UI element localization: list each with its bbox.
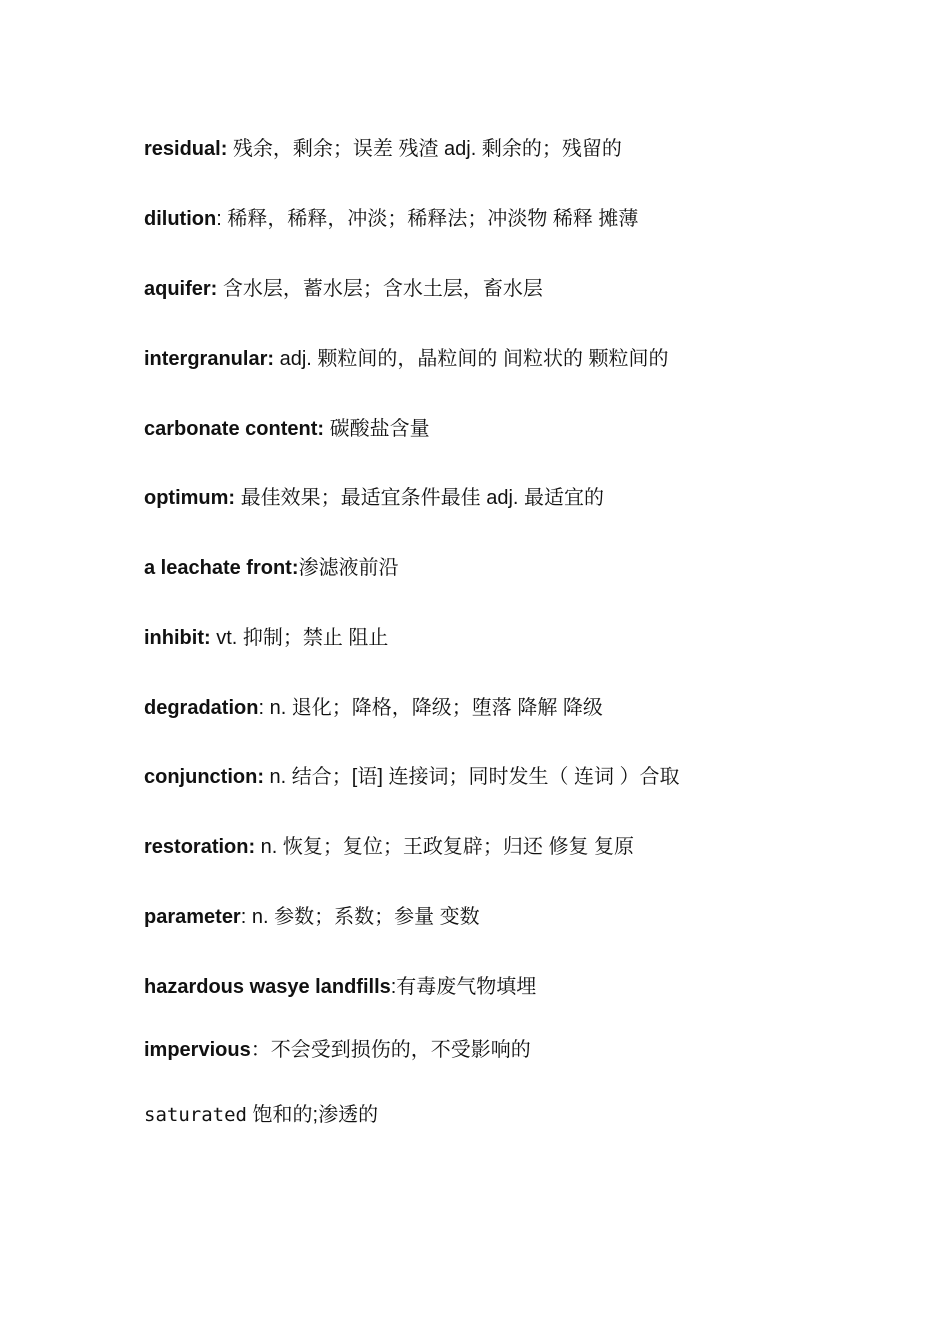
vocab-entry-optimum [144, 486, 604, 510]
vocab-entry-saturated [144, 1103, 378, 1127]
vocab-entry-dilution [144, 207, 638, 231]
vocab-entry-aquifer [144, 277, 543, 301]
term: hazardous wasye landfills [144, 976, 391, 998]
term: residual: [144, 138, 228, 160]
definition: 含水层，蓄水层；含水土层，畜水层 [217, 278, 543, 300]
term: inhibit: [144, 627, 211, 649]
vocab-entry-leachate-front [144, 556, 398, 580]
definition: 最佳效果；最适宜条件最佳 adj. 最适宜的 [235, 487, 605, 509]
vocab-entry-restoration [144, 835, 634, 859]
definition: n. 结合；[语] 连接词；同时发生（ 连词 ）合取 [263, 766, 680, 788]
term: intergranular: [144, 348, 275, 370]
term: parameter [144, 906, 241, 928]
definition: : 稀释，稀释，冲淡；稀释法；冲淡物 稀释 摊薄 [216, 208, 639, 230]
term: impervious [144, 1039, 251, 1061]
definition: : n. 退化；降格，降级；堕落 降解 降级 [258, 697, 603, 719]
definition: 残余，剩余；误差 残渣 adj. 剩余的；残留的 [227, 138, 622, 160]
term: optimum: [144, 487, 236, 509]
definition: vt. 抑制；禁止 阻止 [210, 627, 389, 649]
definition: ：不会受到损伤的，不受影响的 [250, 1039, 531, 1061]
definition: 饱和的;渗透的 [246, 1104, 379, 1126]
term: a leachate front: [144, 557, 299, 579]
term: carbonate content: [144, 418, 325, 440]
vocab-entry-parameter [144, 905, 480, 929]
vocab-entry-conjunction [144, 765, 680, 789]
vocab-entry-carbonate-content [144, 417, 430, 441]
vocab-entry-intergranular [144, 347, 669, 371]
vocab-entry-hazardous-landfills [144, 975, 536, 999]
vocab-entry-impervious [144, 1038, 531, 1062]
term: dilution [144, 208, 217, 230]
term: restoration: [144, 836, 256, 858]
term: aquifer: [144, 278, 218, 300]
definition: :有毒废气物填埋 [390, 976, 537, 998]
definition: 渗滤液前沿 [298, 557, 399, 579]
vocab-entry-inhibit [144, 626, 388, 650]
term: conjunction: [144, 766, 264, 788]
vocab-entry-degradation [144, 696, 603, 720]
term: saturated [144, 1104, 247, 1126]
definition: 碳酸盐含量 [324, 418, 430, 440]
definition: n. 恢复；复位；王政复辟；归还 修复 复原 [255, 836, 635, 858]
definition: adj. 颗粒间的，晶粒间的 间粒状的 颗粒间的 [274, 348, 669, 370]
term: degradation [144, 697, 259, 719]
definition: : n. 参数；系数；参量 变数 [240, 906, 480, 928]
vocab-entry-residual [144, 137, 622, 161]
